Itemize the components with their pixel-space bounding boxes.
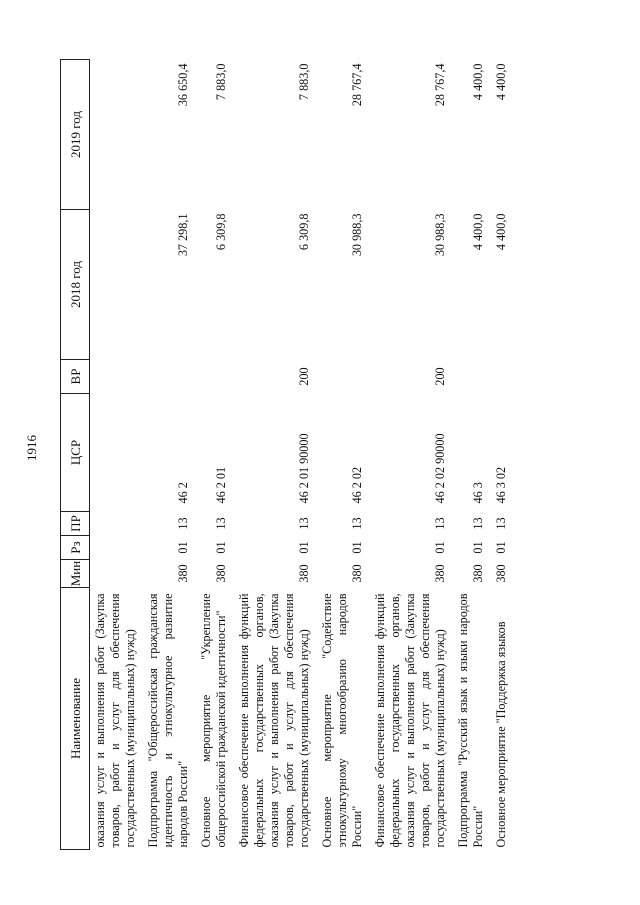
cell-y2018: 30 988,3 (433, 213, 447, 257)
cell-pr: 13 (297, 517, 311, 530)
cell-rz: 01 (494, 541, 508, 554)
cell-csr: 46 3 (471, 482, 485, 504)
cell-rz (90, 536, 144, 560)
cell-vr: 200 (297, 367, 311, 386)
cell-min: 380 (494, 564, 508, 583)
cell-vr: 200 (433, 367, 447, 386)
cell-pr: 13 (214, 517, 228, 530)
header-2019: 2019 год (61, 60, 90, 210)
cell-name: Подпрограмма "Общероссийская гражданская идентичность и этнокультурное развитие народов России" (146, 593, 190, 848)
cell-csr: 46 3 02 (494, 466, 508, 504)
cell-pr: 13 (471, 517, 485, 530)
cell-csr: 46 2 02 (350, 466, 364, 504)
table-row (143, 60, 196, 850)
cell-rz: 01 (350, 541, 364, 554)
cell-pr: 13 (350, 517, 364, 530)
cell-pr (90, 512, 144, 536)
cell-name: оказания услуг и выполнения работ (Закупка товаров, работ и услуг для обеспечения государственных (муниципальных) нужд) (93, 593, 137, 848)
cell-pr: 13 (176, 517, 190, 530)
table-row (234, 60, 317, 850)
table-row (317, 60, 370, 850)
header-name: Наименование (61, 588, 90, 850)
cell-name: Финансовое обеспечение выполнения функций федеральных государственных органов, оказания услуг и выполнения работ (Закупка товаров, работ и услуг для обеспечения государственных (муниципальных) нужд) (237, 593, 311, 848)
cell-vr (453, 360, 491, 394)
cell-y2019: 28 767,4 (433, 63, 447, 107)
cell-y2019: 4 400,0 (494, 63, 508, 101)
table-row (90, 60, 144, 850)
cell-rz: 01 (471, 541, 485, 554)
cell-min: 380 (214, 564, 228, 583)
cell-min: 380 (176, 564, 190, 583)
table-row (453, 60, 491, 850)
header-2018: 2018 год (61, 210, 90, 360)
table-row (491, 60, 514, 850)
cell-min: 380 (433, 564, 447, 583)
cell-vr (90, 360, 144, 394)
cell-y2019: 7 883,0 (297, 63, 311, 101)
cell-y2018: 4 400,0 (471, 213, 485, 251)
cell-y2018: 4 400,0 (494, 213, 508, 251)
cell-y2018: 6 309,8 (214, 213, 228, 251)
budget-table (60, 59, 514, 850)
cell-y2018: 6 309,8 (297, 213, 311, 251)
cell-y2018: 37 298,1 (176, 213, 190, 257)
table-header-row (61, 60, 90, 850)
header-rz: Рз (61, 536, 90, 560)
cell-rz: 01 (176, 541, 190, 554)
cell-y2019: 4 400,0 (471, 63, 485, 101)
cell-rz: 01 (297, 541, 311, 554)
cell-y2019: 7 883,0 (214, 63, 228, 101)
table-row (370, 60, 453, 850)
cell-vr (491, 360, 514, 394)
header-vr: ВР (61, 360, 90, 394)
cell-csr: 46 2 01 90000 (297, 433, 311, 504)
cell-min: 380 (350, 564, 364, 583)
cell-min: 380 (297, 564, 311, 583)
cell-name: Финансовое обеспечение выполнения функций федеральных государственных органов, оказания услуг и выполнения работ (Закупка товаров, работ и услуг для обеспечения государственных (муниципальных) нужд) (373, 593, 447, 848)
header-pr: ПР (61, 512, 90, 536)
cell-pr: 13 (494, 517, 508, 530)
cell-csr: 46 2 01 (214, 466, 228, 504)
cell-name: Основное мероприятие "Содействие этнокультурному многообразию народов России" (320, 593, 364, 848)
header-csr: ЦСР (61, 394, 90, 512)
table-body (90, 60, 515, 850)
cell-y2019: 36 650,4 (176, 63, 190, 107)
table-row (196, 60, 234, 850)
cell-csr: 46 2 (176, 482, 190, 504)
cell-y2019: 28 767,4 (350, 63, 364, 107)
cell-y2018 (90, 210, 144, 360)
header-min: Мин (61, 560, 90, 588)
cell-vr (143, 360, 196, 394)
cell-vr (196, 360, 234, 394)
cell-csr (90, 394, 144, 512)
cell-csr: 46 2 02 90000 (433, 433, 447, 504)
cell-y2018: 30 988,3 (350, 213, 364, 257)
cell-name: Основное мероприятие "Укрепление общероссийской гражданской идентичности" (199, 593, 228, 848)
cell-rz: 01 (214, 541, 228, 554)
cell-vr (317, 360, 370, 394)
budget-table-sheet (60, 60, 592, 850)
cell-name: Подпрограмма "Русский язык и языки народов России" (456, 593, 485, 848)
cell-y2019 (90, 60, 144, 210)
cell-rz: 01 (433, 541, 447, 554)
cell-name: Основное мероприятие "Поддержка языков (494, 621, 508, 848)
cell-min: 380 (471, 564, 485, 583)
page-number: 1916 (24, 435, 39, 461)
cell-min (90, 560, 144, 588)
cell-pr: 13 (433, 517, 447, 530)
